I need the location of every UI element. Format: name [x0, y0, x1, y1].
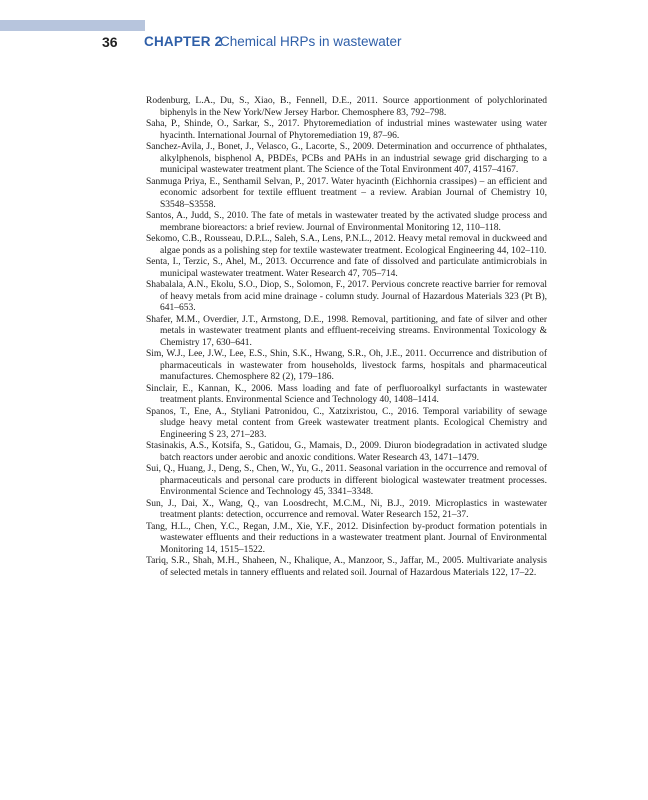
page-number: 36 — [102, 34, 118, 50]
reference-entry: Sekomo, C.B., Rousseau, D.P.L., Saleh, S.A., Lens, P.N.L., 2012. Heavy metal removal in duckweed and algae ponds as a polishing step for textile wastewater treatment. Ecological Engineering 44, 102–110. — [146, 234, 547, 256]
reference-entry: Stasinakis, A.S., Kotsifa, S., Gatidou, G., Mamais, D., 2009. Diuron biodegradation in activated sludge batch reactors under aerobic and anoxic conditions. Water Research 43, 1471–1479. — [146, 441, 547, 463]
reference-entry: Saha, P., Shinde, O., Sarkar, S., 2017. Phytoremediation of industrial mines wastewater using water hyacinth. International Journal of Phytoremediation 19, 87–96. — [146, 119, 547, 141]
header-color-band — [0, 20, 145, 31]
reference-entry: Tariq, S.R., Shah, M.H., Shaheen, N., Khalique, A., Manzoor, S., Jaffar, M., 2005. Multivariate analysis of selected metals in tannery effluents and related soil. Journal of Hazardous Materials 122, 17–22. — [146, 556, 547, 578]
running-header — [0, 34, 648, 56]
reference-entry: Senta, I., Terzic, S., Ahel, M., 2013. Occurrence and fate of dissolved and particulate antimicrobials in municipal wastewater treatment. Water Research 47, 705–714. — [146, 257, 547, 279]
reference-entry: Sui, Q., Huang, J., Deng, S., Chen, W., Yu, G., 2011. Seasonal variation in the occurrence and removal of pharmaceuticals and personal care products in different biological wastewater treatment processes. Environmental Science and Technology 45, 3341–3348. — [146, 464, 547, 497]
reference-list — [146, 96, 547, 579]
reference-entry: Sinclair, E., Kannan, K., 2006. Mass loading and fate of perfluoroalkyl surfactants in wastewater treatment plants. Environmental Science and Technology 40, 1408–1414. — [146, 383, 547, 405]
reference-entry: Rodenburg, L.A., Du, S., Xiao, B., Fennell, D.E., 2011. Source apportionment of polychlorinated biphenyls in the New York/New Jersey Harbor. Chemosphere 83, 792–798. — [146, 96, 547, 118]
reference-entry: Shafer, M.M., Overdier, J.T., Armstong, D.E., 1998. Removal, partitioning, and fate of silver and other metals in wastewater treatment plants and effluent-receiving streams. Environmental Toxicology & Chemistry 17, 630–641. — [146, 314, 547, 348]
reference-entry: Sanchez-Avila, J., Bonet, J., Velasco, G., Lacorte, S., 2009. Determination and occurrence of phthalates, alkylphenols, bisphenol A, PBDEs, PCBs and PAHs in an industrial sewage grid discharging to a municipal wastewater treatment plant. The Science of the Total Environment 407, 4157–4167. — [146, 142, 547, 175]
chapter-label: CHAPTER 2 — [144, 34, 223, 49]
reference-entry: Sun, J., Dai, X., Wang, Q., van Loosdrecht, M.C.M., Ni, B.J., 2019. Microplastics in wastewater treatment plants: detection, occurrence and removal. Water Research 152, 21–37. — [146, 498, 547, 520]
reference-entry: Tang, H.L., Chen, Y.C., Regan, J.M., Xie, Y.F., 2012. Disinfection by-product formation potentials in wastewater effluents and their reductions in a wastewater treatment plant. Journal of Environmental Monitoring 14, 1515–1522. — [146, 521, 547, 555]
reference-entry: Spanos, T., Ene, A., Styliani Patronidou, C., Xatzixristou, C., 2016. Temporal variability of sewage sludge heavy metal content from Greek wastewater treatment plants. Ecological Chemistry and Engineering S 23, 271–283. — [146, 406, 547, 440]
reference-entry: Sanmuga Priya, E., Senthamil Selvan, P., 2017. Water hyacinth (Eichhornia crassipes) – an efficient and economic adsorbent for textile effluent treatment – a review. Arabian Journal of Chemistry 10, S3548–S3558. — [146, 176, 547, 210]
chapter-title: Chemical HRPs in wastewater — [220, 34, 402, 49]
reference-entry: Santos, A., Judd, S., 2010. The fate of metals in wastewater treated by the activated sludge process and membrane bioreactors: a brief review. Journal of Environmental Monitoring 12, 110–118. — [146, 211, 547, 233]
reference-entry: Sim, W.J., Lee, J.W., Lee, E.S., Shin, S.K., Hwang, S.R., Oh, J.E., 2011. Occurrence and distribution of pharmaceuticals in wastewater from households, livestock farms, hospitals and pharmaceutical manufactures. Chemosphere 82 (2), 179–186. — [146, 349, 547, 382]
reference-entry: Shabalala, A.N., Ekolu, S.O., Diop, S., Solomon, F., 2017. Pervious concrete reactive barrier for removal of heavy metals from acid mine drainage - column study. Journal of Hazardous Materials 323 (Pt B), 641–653. — [146, 280, 547, 313]
